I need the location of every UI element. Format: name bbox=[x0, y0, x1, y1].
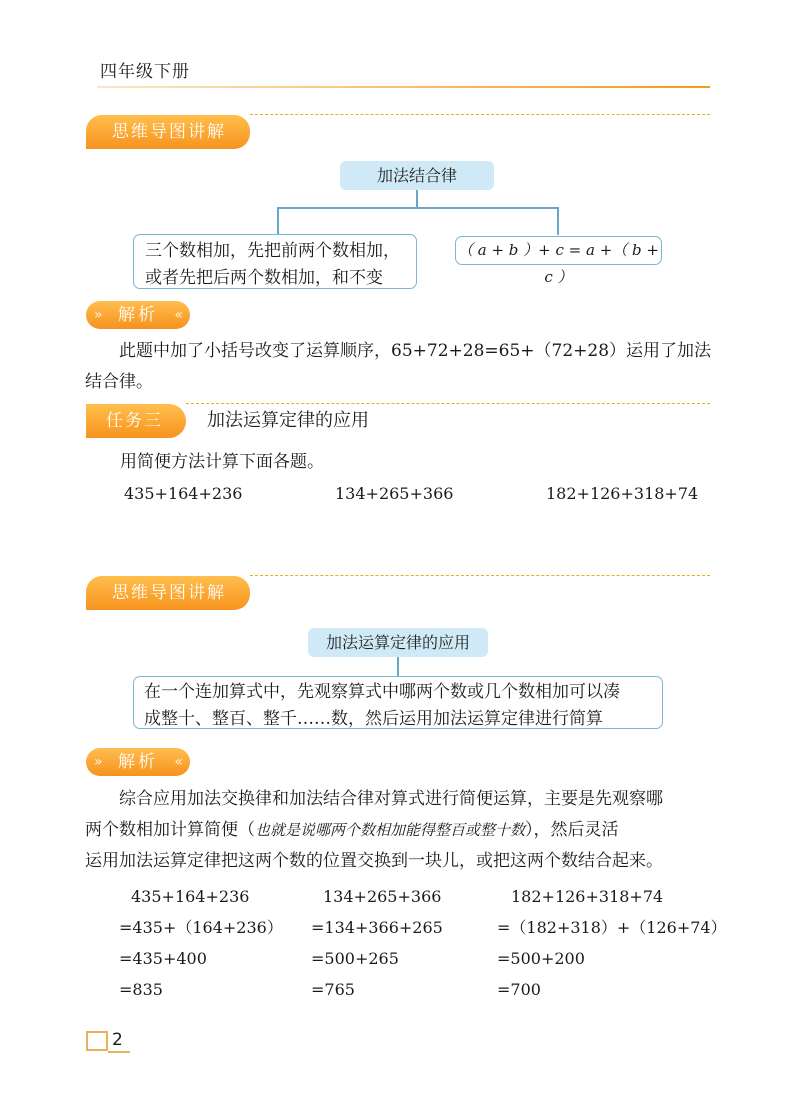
analysis-label: » 解析 « bbox=[86, 748, 190, 776]
page-number: 2 bbox=[112, 1030, 123, 1050]
page-rule bbox=[108, 1051, 130, 1053]
analysis-text: 此题中加了小括号改变了运算顺序，65+72+28=65+（72+28）运用了加法 结合律。 bbox=[85, 341, 712, 392]
mindmap-tab: 思维导图讲解 bbox=[86, 576, 250, 610]
header-rule bbox=[97, 86, 710, 88]
solution-column: 182+126+318+74 =（182+318）+（126+74） =500+200 =700 bbox=[497, 887, 727, 999]
box-line: 三个数相加，先把前两个数相加， bbox=[145, 241, 400, 261]
strategy-box bbox=[133, 676, 663, 729]
problem: 182+126+318+74 bbox=[546, 484, 699, 503]
box-line: 在一个连加算式中，先观察算式中哪两个数或几个数相加可以凑 bbox=[144, 682, 620, 702]
double-chevron-right-icon: » bbox=[94, 754, 100, 770]
section-divider bbox=[250, 575, 710, 576]
double-chevron-right-icon: » bbox=[94, 307, 100, 323]
connector bbox=[277, 207, 558, 209]
section-divider bbox=[186, 403, 710, 404]
running-header: 四年级下册 bbox=[100, 62, 190, 82]
mindmap-topic: 加法运算定律的应用 bbox=[308, 628, 488, 657]
double-chevron-left-icon: « bbox=[174, 754, 180, 770]
analysis-label: » 解析 « bbox=[86, 301, 190, 329]
connector bbox=[397, 657, 399, 677]
mindmap-topic: 加法结合律 bbox=[340, 161, 494, 190]
connector bbox=[557, 207, 559, 235]
section-divider bbox=[250, 114, 710, 115]
solution-column: 134+265+366 =134+366+265 =500+265 =765 bbox=[311, 887, 443, 999]
box-line: 或者先把后两个数相加，和不变 bbox=[145, 268, 383, 288]
connector bbox=[416, 190, 418, 208]
box-line: 成整十、整百、整千……数，然后运用加法运算定律进行简算 bbox=[144, 709, 603, 729]
task-title: 加法运算定律的应用 bbox=[207, 410, 369, 431]
mindmap-tab: 思维导图讲解 bbox=[86, 115, 250, 149]
problem: 134+265+366 bbox=[335, 484, 454, 503]
connector bbox=[277, 207, 279, 235]
page-corner-icon bbox=[86, 1031, 108, 1051]
analysis-text: 综合应用加法交换律和加法结合律对算式进行简便运算，主要是先观察哪 两个数相加计算简便（也就是说哪两个数相加能得整百或整十数），然后灵活 运用加法运算定律把这两个数的位置交换到一块儿，或把这两个数结合起来。 bbox=[85, 789, 663, 871]
task-instruction: 用简便方法计算下面各题。 bbox=[120, 452, 324, 472]
task-tab: 任务三 bbox=[86, 404, 186, 438]
problem: 435+164+236 bbox=[124, 484, 243, 503]
rule-description-box bbox=[133, 234, 417, 289]
solution-column: 435+164+236 =435+（164+236） =435+400 =835 bbox=[119, 887, 283, 999]
double-chevron-left-icon: « bbox=[174, 307, 180, 323]
formula-box: （ a + b ）+ c = a +（ b + c ） bbox=[455, 236, 662, 265]
